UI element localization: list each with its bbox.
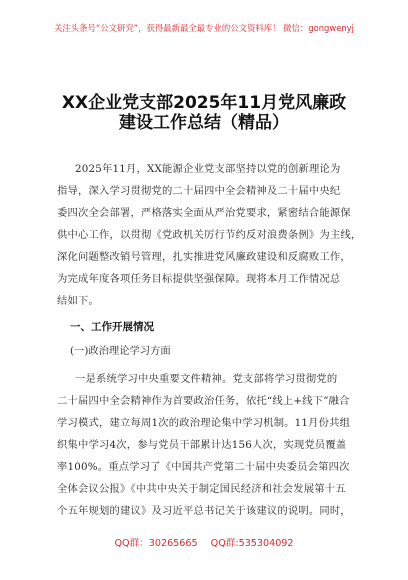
document-title-line-2: 建设工作总结（精品） [119,113,289,133]
header-notice: 关注头条号“公文研究”，获得最新最全最专业的公文资料库！ 微信：gongwenyj [54,23,354,33]
intro-line: 委四次全会部署，严格落实全面从严治党要求，紧密结合能源保 [57,207,351,219]
intro-line: 2025年11月，XX能源企业党支部坚持以党的创新理论为 [75,163,341,175]
paragraph-line: 率100%。重点学习了《中国共产党第二十届中央委员会第四次 [57,461,350,473]
paragraph-line: 织集中学习4次，参与党员干部累计达156人次，实现党员覆盖 [57,439,347,451]
document-title-line-1: XX企业党支部2025年11月党风廉政 [61,93,347,113]
section-heading: 一、工作开展情况 [70,321,154,333]
intro-line: 指导，深入学习贯彻党的二十届四中全会精神及二十届中央纪 [57,185,341,197]
paragraph-line: 一是系统学习中央重要文件精神。党支部将学习贯彻党的 [75,373,338,385]
paragraph-line: 学习模式，建立每周1次的政治理论集中学习机制。11月份共组 [57,417,351,429]
paragraph-line: 全体会议公报》《中共中央关于制定国民经济和社会发展第十五 [57,483,346,495]
paragraph-line: 二十届四中全会精神作为首要政治任务，依托“线上+线下”融合 [57,395,350,407]
intro-line: 深化问题整改销号管理，扎实推进党风廉政建设和反腐败工作， [57,251,351,263]
paragraph-line: 个五年规划的建议》及习近平总书记关于该建议的说明。同时， [57,505,351,517]
footer-qq-groups [0,535,408,549]
subsection-heading: (一)政治理论学习方面 [70,345,171,357]
footer-qq-group-2: QQ群:535304092 [210,538,294,549]
intro-line: 结如下。 [57,295,99,307]
intro-line: 供中心工作，以贯彻《党政机关厉行节约反对浪费条例》为主线， [57,229,362,241]
footer-qq-group-1: QQ群：30265665 [114,538,198,549]
intro-line: 为完成年度各项任务目标提供坚强保障。现将本月工作情况总 [57,273,341,285]
